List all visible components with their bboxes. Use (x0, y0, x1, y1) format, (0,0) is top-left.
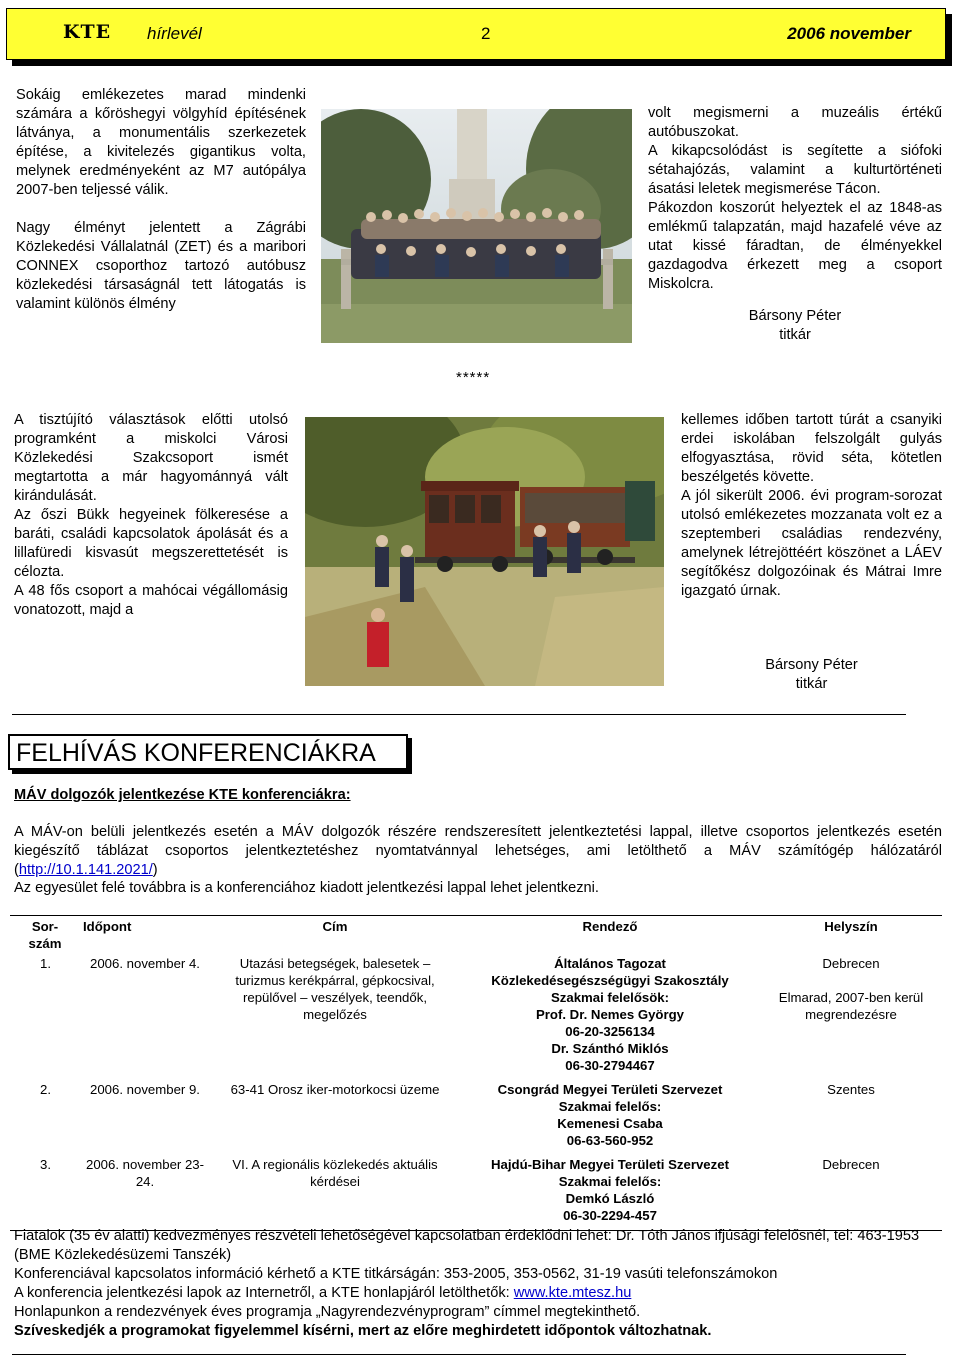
conference-intro-text: A MÁV-on belüli jelentkezés esetén a MÁV dolgozók részére rendszeresített jelentkeztetési lappal, illetve csoportos jelentkezés esetén kiegészítő táblázat csoportos jelentkeztetéshez nyomtatvánnyal lehetséges, ami letölthető a MÁV számítógép hálózatáról ( (14, 824, 942, 878)
conference-footer (14, 1227, 942, 1341)
article2-paragraph: A jól sikerült 2006. évi program-sorozat utolsó emlékezetes mozzanata volt ez a szeptemberi családias rendezvény, amelynek létrejöttéért köszönet a LÁEV segítőkész dolgozóinak és Mátrai Imre igazgató úrnak. (681, 488, 942, 599)
footer-line: Honlapunkon a rendezvények éves programja „Nagyrendezvényprogram” címmel megtekinthető. (14, 1304, 641, 1320)
article2-left-column (14, 411, 288, 620)
article2-paragraph: kellemes időben tartott túrát a csanyiki erdei iskolában felszolgált gulyás elfogyasztása, rövid séta, kötetlen beszélgetés követte. (681, 412, 942, 485)
row-title: Utazási betegségek, balesetek – turizmus kerékpárral, gépkocsival, repülővel – veszélyek, teendők, megelőzés (235, 956, 435, 1022)
bottom-divider (12, 1354, 906, 1355)
row-no: 1. (40, 956, 51, 971)
header-no (10, 916, 80, 955)
organizer-line: 06-20-3256134 (565, 1024, 655, 1039)
row-date: 2006. november 23-24. (80, 1155, 210, 1231)
header-no-line2: szám (28, 936, 62, 951)
row-title: 63-41 Orosz iker-motorkocsi üzeme (230, 1082, 440, 1097)
article1-paragraph: Nagy élményt jelentett a Zágrábi Közlekedési Vállalatnál (ZET) és a maribori CONNEX csoporthoz tartozó autóbusz közlekedési társaságnál tett látogatás is valamint különös élmény (16, 220, 306, 312)
header-title: Cím (322, 919, 348, 934)
article1-paragraph: Sokáig emlékezetes marad mindenki számára a kőröshegyi völgyhíd építésének látványa, a monumentális szerkezetek építése, a kivitelezés gigantikus volta, melynek eredményeként az M7 autópálya 2007-ben teljessé válik. (16, 87, 306, 198)
article2-right-column (681, 411, 942, 601)
organizer-line: Kemenesi Csaba (557, 1116, 663, 1131)
organizer-line: Általános Tagozat (554, 956, 666, 971)
footer-line-text: A konferencia jelentkezési lapok az Internetről, a KTE honlapjáról letölthetők: (14, 1285, 514, 1301)
header-organizer: Rendező (582, 919, 638, 934)
conference-events-table (10, 915, 942, 1231)
row-no: 3. (10, 1155, 80, 1231)
organizer-line: Szakmai felelős: (558, 1174, 662, 1189)
row-no: 2. (40, 1082, 51, 1097)
organizer-line: Közlekedésegészségügyi Szakosztály (491, 973, 729, 988)
place-line: Debrecen (822, 956, 880, 971)
row-organizer (460, 1080, 760, 1155)
organizer-line: Demkó László (565, 1191, 655, 1206)
row-date: 2006. november 9. (90, 1082, 200, 1097)
footer-line: Fiatalok (35 év alatti) kedvezményes részvételi lehetőségével kapcsolatban érdeklődni lehet: Dr. Tóth János ifjúsági felelősnél, tel: 463-1953 (BME Közlekedésüzemi Tanszék) (14, 1228, 920, 1263)
organizer-line: 06-63-560-952 (566, 1133, 654, 1148)
article2-paragraph: A 48 fős csoport a mahócai végállomásig vonatozott, majd a (14, 583, 288, 618)
row-place (760, 1155, 942, 1231)
conference-section-title: FELHÍVÁS KONFERENCIÁKRA (8, 734, 408, 770)
conference-intro (14, 823, 942, 880)
organizer-line: 06-30-2794467 (565, 1058, 655, 1073)
header-place: Helyszín (824, 919, 878, 934)
footer-line (14, 1284, 942, 1303)
row-date: 2006. november 4. (90, 956, 200, 971)
conference-subhead: MÁV dolgozók jelentkezése KTE konferenciákra: (14, 787, 351, 803)
forest-railway-photo (305, 417, 664, 686)
organizer-line: Szakmai felelősök: (550, 990, 669, 1005)
group-photo-monument (321, 109, 632, 343)
article-separator: ***** (456, 369, 491, 386)
article1-right-column (648, 104, 942, 345)
newsletter-subtitle: hírlevél (147, 24, 202, 43)
organizer-line: Szakmai felelős: (558, 1099, 662, 1114)
newsletter-header (6, 8, 946, 60)
article2-signature-role: titkár (795, 676, 828, 692)
row-organizer (460, 954, 760, 1080)
article2-signature-name: Bársony Péter (765, 657, 858, 673)
place-line: Debrecen (822, 1157, 880, 1172)
article1-paragraph: volt megismerni a muzeális értékű autóbuszokat. (648, 105, 942, 140)
row-place (760, 1080, 942, 1155)
place-line: Elmarad, 2007-ben kerül megrendezésre (778, 990, 924, 1022)
table-row (10, 1080, 942, 1155)
table-row (10, 1155, 942, 1231)
article1-paragraph: A kikapcsolódást is segítette a siófoki sétahajózás, valamint a kulturtörténeti ásatási leletek megismerése Tácon. (648, 143, 942, 197)
table-header-row (10, 916, 942, 955)
row-organizer (460, 1155, 760, 1231)
article2-paragraph: Az őszi Bükk hegyeinek fölkeresése a baráti, családi kapcsolatok ápolását és a lillafüredi kisvasút megszerettetését is célozta. (14, 507, 288, 580)
organizer-line: Dr. Szánthó Miklós (551, 1041, 669, 1056)
article2-paragraph: A tisztújító választások előtti utolsó programként a miskolci Városi Közlekedési Szakcsoport ismét megtartotta a már hagyománnyá vált kirándulását. (14, 412, 288, 504)
header-no-line1: Sor- (31, 919, 59, 934)
page-number: 2 (481, 24, 491, 43)
article1-signature-role: titkár (779, 327, 811, 343)
article1-left-column (16, 86, 306, 314)
table-row (10, 954, 942, 1080)
conference-intro-line2: Az egyesület felé továbbra is a konferenciához kiadott jelentkezési lappal lehet jelentkezni. (14, 880, 599, 896)
footer-line: Konferenciával kapcsolatos információ kérhető a KTE titkárságán: 353-2005, 353-0562, 31-19 vasúti telefonszámokon (14, 1266, 778, 1282)
organizer-line: Hajdú-Bihar Megyei Területi Szervezet (491, 1157, 729, 1172)
conference-intro-text: ) (152, 862, 158, 878)
organizer-line: 06-30-2294-457 (563, 1208, 657, 1223)
kte-website-link[interactable]: www.kte.mtesz.hu (513, 1285, 632, 1301)
article1-paragraph: Pákozdon koszorút helyeztek el az 1848-as emlékmű talapzatán, majd hazafelé véve az utat kissé fáradtan, de élményekkel gazdagodva érkezett meg a csoport Miskolcra. (648, 200, 942, 292)
organizer-line: Prof. Dr. Nemes György (535, 1007, 685, 1022)
header-date: Időpont (83, 919, 132, 934)
mav-network-link[interactable]: http://10.1.141.2021/ (18, 862, 153, 878)
section-divider (12, 714, 906, 715)
article1-signature-name: Bársony Péter (748, 308, 842, 324)
row-title: VI. A regionális közlekedés aktuális kérdései (210, 1155, 460, 1231)
place-line: Szentes (827, 1082, 875, 1097)
issue-date: 2006 november (787, 24, 911, 43)
article2-signature (681, 656, 942, 694)
organizer-line: Csongrád Megyei Területi Szervezet (497, 1082, 723, 1097)
row-place (760, 954, 942, 1080)
brand-logo: KTE (63, 21, 112, 43)
footer-notice: Szíveskedjék a programokat figyelemmel kísérni, mert az előre meghirdetett időpontok változhatnak. (14, 1323, 712, 1339)
